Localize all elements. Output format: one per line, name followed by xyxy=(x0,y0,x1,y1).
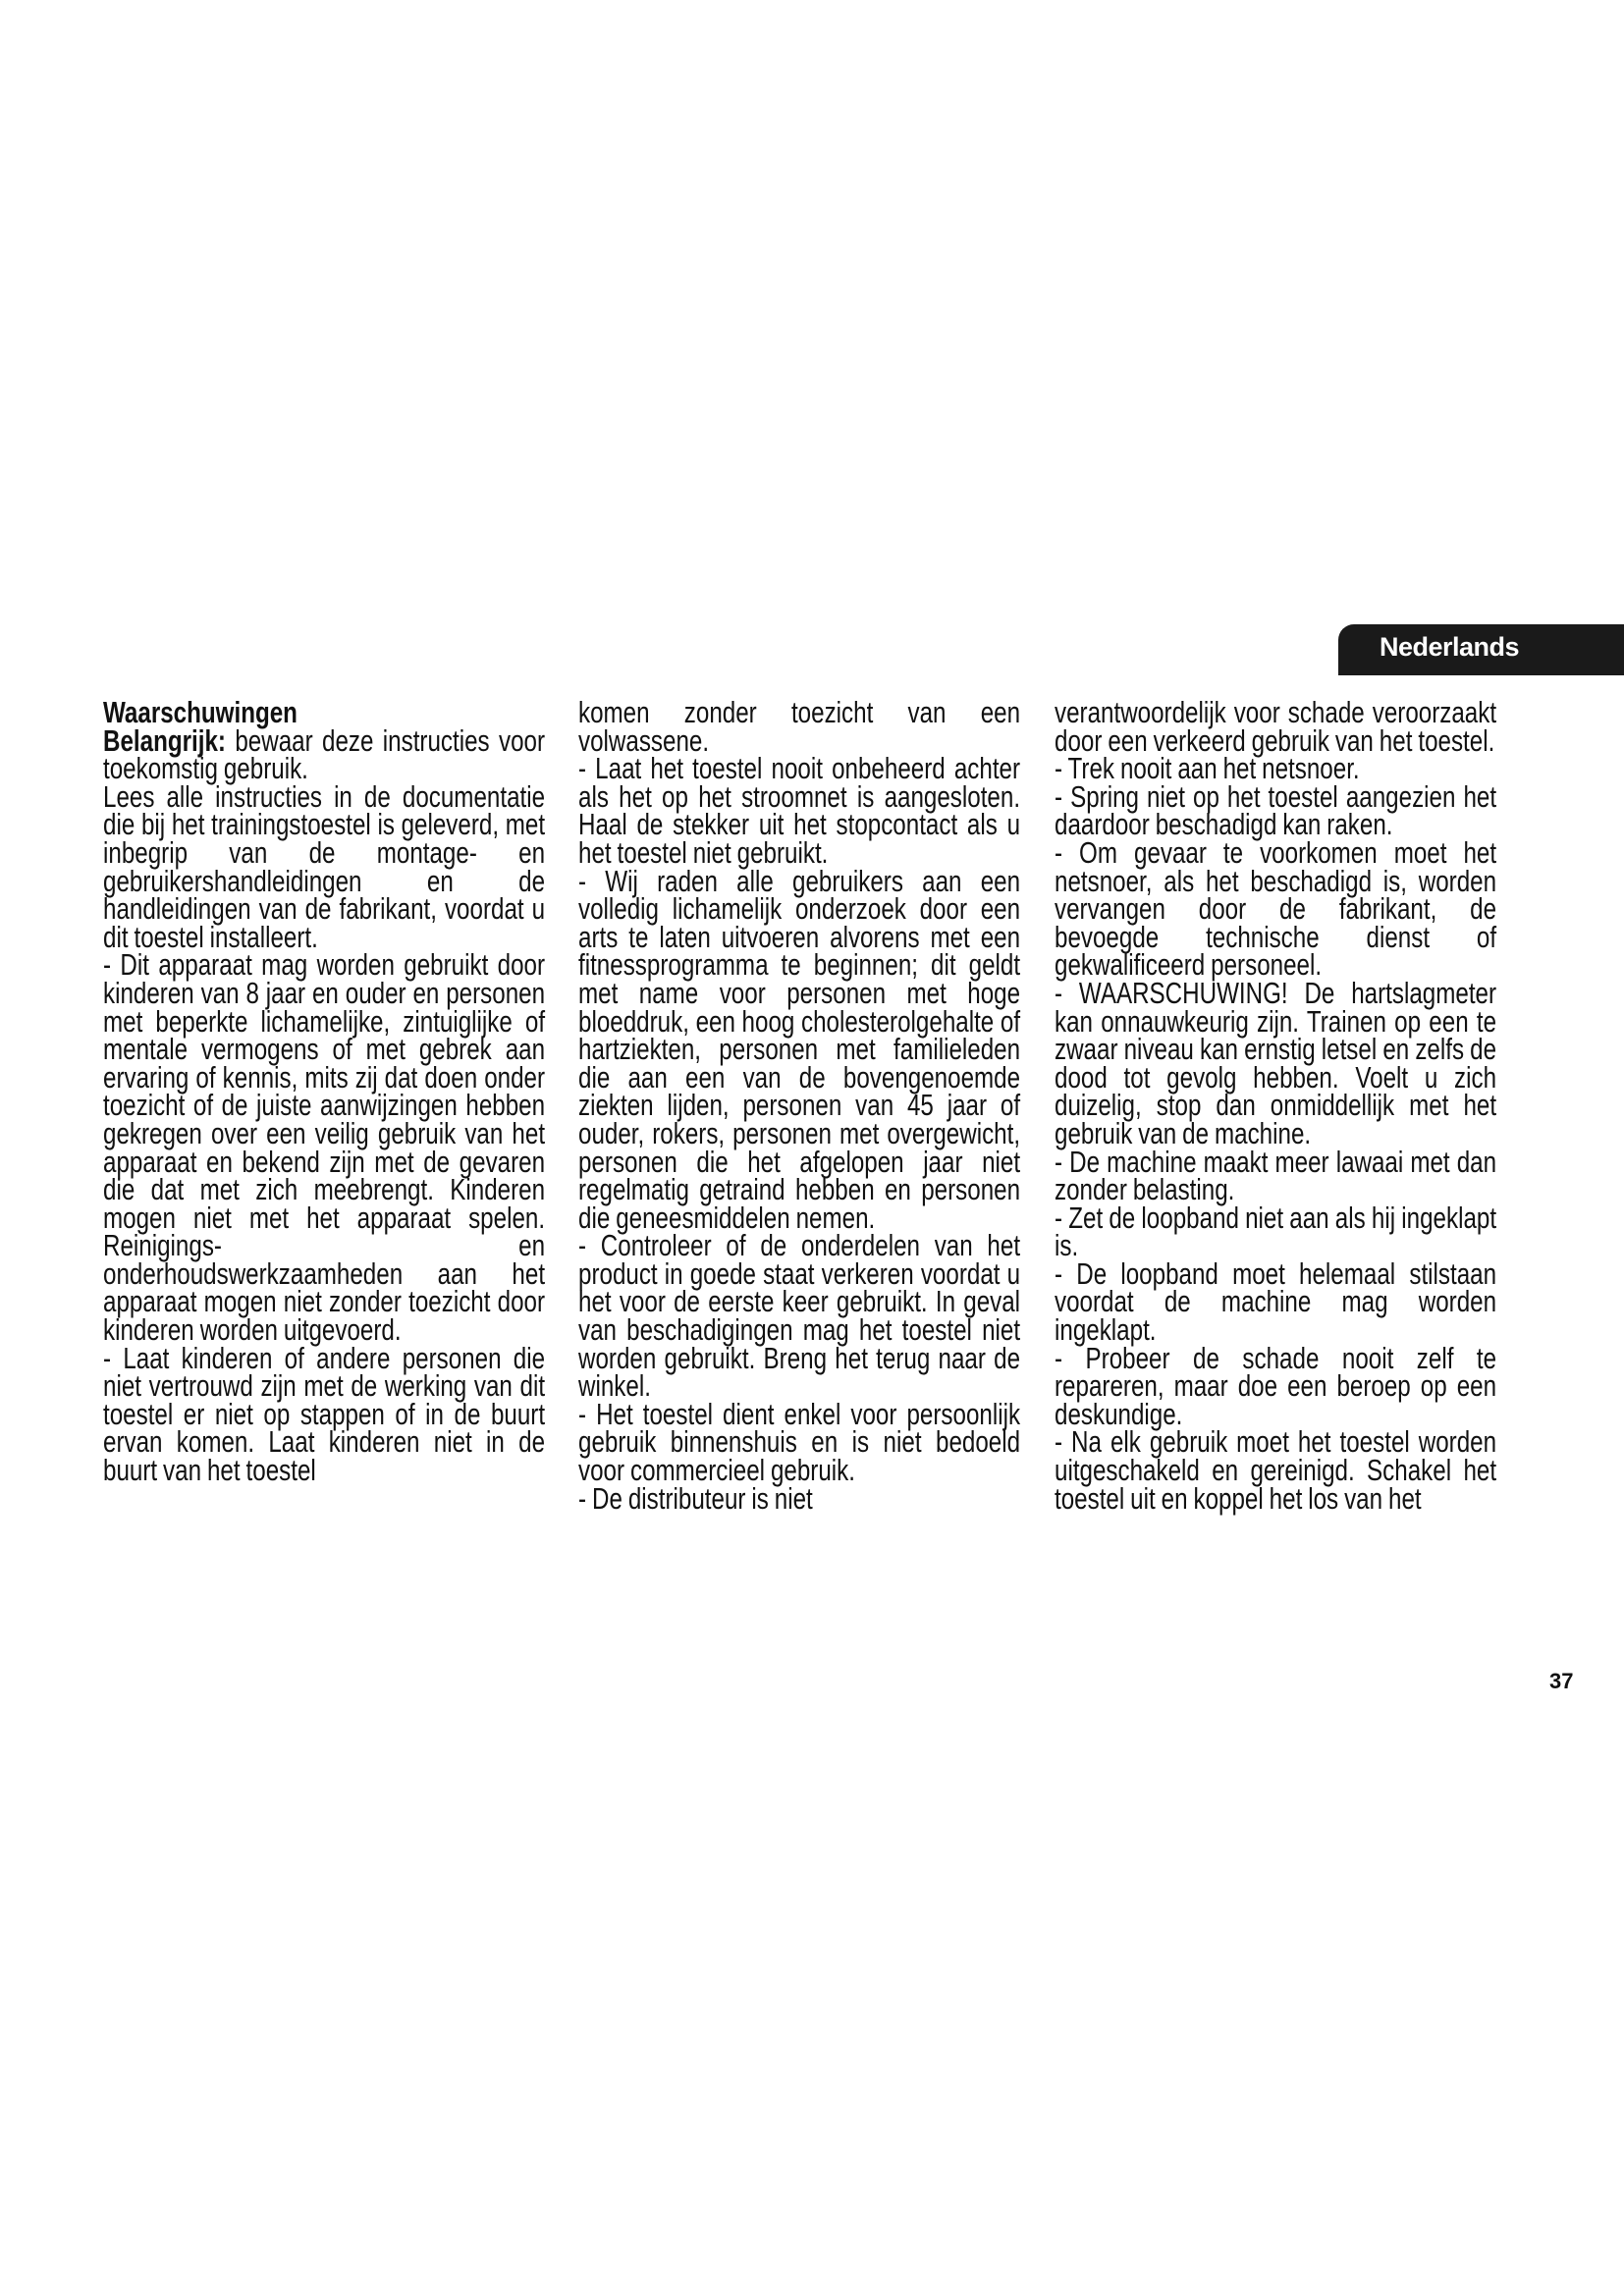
paragraph: Lees alle instructies in de documentatie die bij het trainingstoestel is geleverd, met inbegrip van de montage- en gebruikershandleidingen en de handleidingen van de fabrikant, voordat u dit toestel installeert. xyxy=(103,778,546,954)
page-number: 37 xyxy=(1549,1669,1574,1693)
important-text: bewaar deze instructies voor toekomstig gebruik. xyxy=(103,722,546,786)
paragraph: komen zonder toezicht van een volwassene. xyxy=(578,695,1021,758)
paragraph: - Na elk gebruik moet het toestel worden uitgeschakeld en gereinigd. Schakel het toestel uit en koppel het los van het xyxy=(1055,1424,1497,1516)
paragraph: - Trek nooit aan het netsnoer. xyxy=(1055,751,1360,786)
paragraph: - Het toestel dient enkel voor persoonlijk gebruik binnenshuis en is niet bedoeld voor commercieel gebruik. xyxy=(578,1396,1021,1488)
paragraph: - WAARSCHUWING! De hartslagmeter kan onnauwkeurig zijn. Trainen op een te zwaar niveau kan ernstig letsel en zelfs de dood tot gevolg hebben. Voelt u zich duizelig, stop dan onmiddellijk met het gebruik van de machine. xyxy=(1055,975,1497,1150)
column-2 xyxy=(578,695,1021,1516)
important-note xyxy=(103,722,546,786)
language-tab xyxy=(1338,624,1624,675)
paragraph: - Zet de loopband niet aan als hij ingeklapt is. xyxy=(1055,1200,1497,1263)
section-title: Waarschuwingen xyxy=(103,695,298,729)
language-tab-label: Nederlands xyxy=(1380,632,1520,662)
paragraph: - Wij raden alle gebruikers aan een volledig lichamelijk onderzoek door een arts te laten uitvoeren alvorens met een fitnessprogramma te beginnen; dit geldt met name voor personen met hoge bloeddruk, een hoog cholesterolgehalte of hartziekten, personen met familieleden die aan een van de bovengenoemde ziekten lijden, personen van 45 jaar of ouder, rokers, personen met overgewicht, personen die het afgelopen jaar niet regelmatig getraind hebben en personen die geneesmiddelen nemen. xyxy=(578,863,1021,1235)
column-3 xyxy=(1055,695,1497,1516)
paragraph: - Laat kinderen of andere personen die niet vertrouwd zijn met de werking van dit toestel er niet op stappen of in de buurt ervan komen. Laat kinderen niet in de buurt van het toestel xyxy=(103,1340,546,1488)
paragraph: - Dit apparaat mag worden gebruikt door kinderen van 8 jaar en ouder en personen met beperkte lichamelijke, zintuiglijke of mentale vermogens of met gebrek aan ervaring of kennis, mits zij dat doen onder toezicht of de juiste aanwijzingen hebben gekregen over een veilig gebruik van het apparaat en bekend zijn met de gevaren die dat met zich meebrengt. Kinderen mogen niet met het apparaat spelen. Reinigings- en onderhoudswerkzaamheden aan het apparaat mogen niet zonder toezicht door kinderen worden uitgevoerd. xyxy=(103,947,546,1348)
paragraph: - Om gevaar te voorkomen moet het netsnoer, als het beschadigd is, worden vervangen door de fabrikant, de bevoegde technische dienst of gekwalificeerd personeel. xyxy=(1055,834,1497,983)
important-label: Belangrijk: xyxy=(103,722,226,758)
paragraph: verantwoordelijk voor schade veroorzaakt door een verkeerd gebruik van het toestel. xyxy=(1055,695,1497,758)
paragraph: - De distributeur is niet xyxy=(578,1480,813,1516)
paragraph: - Probeer de schade nooit zelf te repareren, maar doe een beroep op een deskundige. xyxy=(1055,1340,1497,1431)
paragraph: - De machine maakt meer lawaai met dan zonder belasting. xyxy=(1055,1144,1497,1207)
paragraph: - De loopband moet helemaal stilstaan voordat de machine mag worden ingeklapt. xyxy=(1055,1255,1497,1348)
paragraph: - Controleer of de onderdelen van het product in goede staat verkeren voordat u het voor de eerste keer gebruikt. In geval van beschadigingen mag het toestel niet worden gebruikt. Breng het terug naar de winkel. xyxy=(578,1228,1021,1404)
paragraph: - Spring niet op het toestel aangezien het daardoor beschadigd kan raken. xyxy=(1055,778,1497,842)
column-1 xyxy=(103,695,546,1488)
paragraph: - Laat het toestel nooit onbeheerd achter als het op het stroomnet is aangesloten. Haal de stekker uit het stopcontact als u het toestel niet gebruikt. xyxy=(578,751,1021,870)
